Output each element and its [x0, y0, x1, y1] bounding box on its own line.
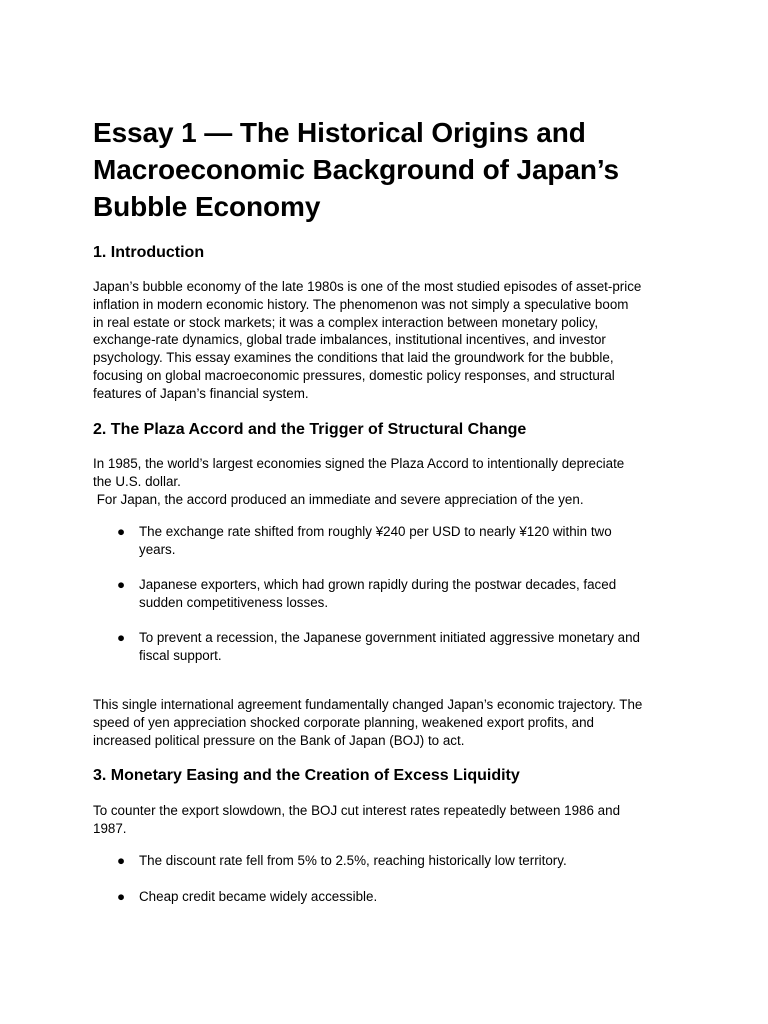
text-line: 1987. [93, 820, 127, 836]
list-item-text [139, 629, 679, 665]
title-line: Macroeconomic Background of Japan’s [93, 154, 620, 185]
section-heading-monetary-easing: 3. Monetary Easing and the Creation of Excess Liquidity [93, 767, 520, 784]
text-line: Japanese exporters, which had grown rapidly during the postwar decades, faced [139, 577, 617, 592]
plaza-closing-paragraph [93, 696, 683, 749]
bullet-icon: ● [117, 630, 126, 645]
introduction-paragraph [93, 278, 683, 403]
text-line: the U.S. dollar. [93, 473, 181, 489]
text-line: inflation in modern economic history. The phenomenon was not simply a speculative boom [93, 296, 629, 312]
text-line: speed of yen appreciation shocked corporate planning, weakened export profits, and [93, 714, 594, 730]
text-line: Japan’s bubble economy of the late 1980s is one of the most studied episodes of asset-price [93, 279, 642, 294]
text-line: exchange-rate dynamics, global trade imbalances, institutional incentives, and investor [93, 332, 606, 348]
essay-title [93, 114, 683, 225]
section-heading-introduction: 1. Introduction [93, 244, 205, 261]
title-line: Bubble Economy [93, 191, 321, 222]
list-item-text [139, 852, 679, 870]
list-item-text [139, 888, 679, 906]
text-line: This single international agreement fundamentally changed Japan’s economic trajectory. The [93, 697, 643, 712]
monetary-intro-paragraph [93, 802, 683, 838]
text-line: focusing on global macroeconomic pressures, domestic policy responses, and structural [93, 367, 615, 383]
text-line: years. [139, 541, 176, 557]
bullet-icon: ● [117, 853, 126, 868]
text-line: The exchange rate shifted from roughly ¥240 per USD to nearly ¥120 within two [139, 524, 612, 539]
text-line: For Japan, the accord produced an immediate and severe appreciation of the yen. [93, 491, 584, 507]
text-line: To counter the export slowdown, the BOJ cut interest rates repeatedly between 1986 and [93, 803, 621, 818]
text-line: in real estate or stock markets; it was a complex interaction between monetary policy, [93, 314, 599, 330]
text-line: The discount rate fell from 5% to 2.5%, reaching historically low territory. [139, 853, 567, 868]
plaza-intro-paragraph [93, 455, 683, 508]
list-item-text [139, 523, 679, 559]
text-line: Cheap credit became widely accessible. [139, 889, 378, 904]
bullet-icon: ● [117, 524, 126, 539]
text-line: features of Japan’s financial system. [93, 385, 309, 401]
text-line: psychology. This essay examines the conditions that laid the groundwork for the bubble, [93, 350, 614, 366]
section-heading-plaza-accord: 2. The Plaza Accord and the Trigger of Structural Change [93, 421, 527, 438]
text-line: fiscal support. [139, 647, 222, 663]
text-line: In 1985, the world’s largest economies signed the Plaza Accord to intentionally depreciate [93, 456, 625, 471]
text-line: To prevent a recession, the Japanese government initiated aggressive monetary and [139, 630, 640, 645]
text-line: sudden competitiveness losses. [139, 594, 329, 610]
text-line: increased political pressure on the Bank of Japan (BOJ) to act. [93, 732, 465, 748]
list-item-text [139, 576, 679, 612]
title-line: Essay 1 — The Historical Origins and [93, 117, 586, 148]
bullet-icon: ● [117, 889, 126, 904]
bullet-icon: ● [117, 577, 126, 592]
